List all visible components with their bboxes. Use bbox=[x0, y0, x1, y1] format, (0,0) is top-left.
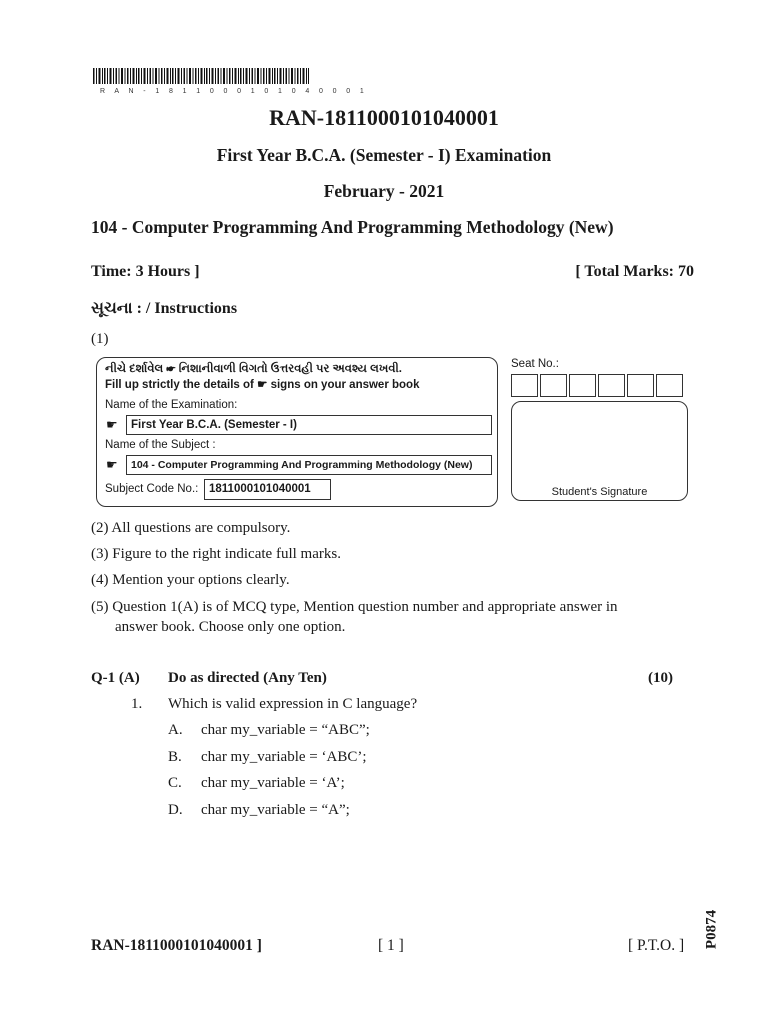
question-label: Q-1 (A) bbox=[91, 670, 140, 686]
instructions-heading: સૂચના : / Instructions bbox=[91, 300, 238, 317]
signature-box bbox=[511, 401, 688, 501]
subject-title: 104 - Computer Programming And Programming Methodology (New) bbox=[91, 217, 614, 237]
option-key: D. bbox=[168, 802, 183, 818]
exam-name-field: First Year B.C.A. (Semester - I) bbox=[126, 415, 492, 435]
option-text: char my_variable = “A”; bbox=[201, 802, 350, 818]
gujarati-instruction: નીચે દર્શાવેલ ☛ નિશાનીવાળી વિગતો ઉત્તરવહી પર અવશ્ય લખવી. bbox=[105, 363, 402, 375]
hand-pointer-icon: ☛ bbox=[106, 457, 118, 472]
footer-paper-code: RAN-1811000101040001 ] bbox=[91, 937, 262, 954]
instruction-item: (4) Mention your options clearly. bbox=[91, 572, 290, 588]
seat-number-label: Seat No.: bbox=[511, 358, 559, 370]
signature-label: Student's Signature bbox=[551, 486, 648, 498]
seat-number-boxes bbox=[511, 374, 683, 397]
seat-digit-box bbox=[627, 374, 654, 397]
instruction-1-number: (1) bbox=[91, 331, 109, 347]
exam-name-label: Name of the Examination: bbox=[105, 399, 238, 411]
exam-date: February - 2021 bbox=[323, 181, 445, 201]
total-marks: [ Total Marks: 70 bbox=[575, 263, 694, 280]
instruction-item-continued: answer book. Choose only one option. bbox=[115, 619, 346, 635]
subject-name-field: 104 - Computer Programming And Programming Methodology (New) bbox=[126, 455, 492, 475]
page-number: [ 1 ] bbox=[378, 937, 404, 954]
exam-title: First Year B.C.A. (Semester - I) Examination bbox=[216, 145, 552, 165]
barcode-text: R A N - 1 8 1 1 0 0 0 1 0 1 0 4 0 0 0 1 bbox=[100, 88, 368, 95]
hand-pointer-icon: ☛ bbox=[106, 417, 118, 432]
option-text: char my_variable = ‘A’; bbox=[201, 775, 345, 791]
option-key: C. bbox=[168, 775, 182, 791]
instruction-item: (2) All questions are compulsory. bbox=[91, 520, 291, 536]
subject-name-label: Name of the Subject : bbox=[105, 439, 216, 451]
question-text: Which is valid expression in C language? bbox=[168, 696, 418, 712]
seat-digit-box bbox=[569, 374, 596, 397]
paper-code-title: RAN-1811000101040001 bbox=[269, 105, 499, 130]
question-marks: (10) bbox=[648, 670, 673, 686]
seat-digit-box bbox=[540, 374, 567, 397]
seat-digit-box bbox=[656, 374, 683, 397]
seat-digit-box bbox=[598, 374, 625, 397]
barcode bbox=[93, 68, 309, 84]
instruction-item: (5) Question 1(A) is of MCQ type, Mention question number and appropriate answer in bbox=[91, 599, 618, 615]
question-directive: Do as directed (Any Ten) bbox=[168, 670, 327, 686]
question-number: 1. bbox=[131, 696, 143, 712]
time-allowed: Time: 3 Hours ] bbox=[91, 263, 200, 280]
instruction-item: (3) Figure to the right indicate full marks. bbox=[91, 546, 341, 562]
seat-digit-box bbox=[511, 374, 538, 397]
subject-code-label: Subject Code No.: bbox=[105, 483, 199, 495]
details-box bbox=[96, 357, 498, 507]
english-instruction: Fill up strictly the details of ☛ signs on your answer book bbox=[105, 379, 420, 391]
option-key: B. bbox=[168, 749, 182, 765]
please-turn-over: [ P.T.O. ] bbox=[628, 937, 685, 954]
vertical-paper-code: P0874 bbox=[703, 909, 720, 950]
option-text: char my_variable = ‘ABC’; bbox=[201, 749, 367, 765]
option-key: A. bbox=[168, 722, 183, 738]
option-text: char my_variable = “ABC”; bbox=[201, 722, 370, 738]
subject-code-field: 1811000101040001 bbox=[204, 479, 331, 500]
